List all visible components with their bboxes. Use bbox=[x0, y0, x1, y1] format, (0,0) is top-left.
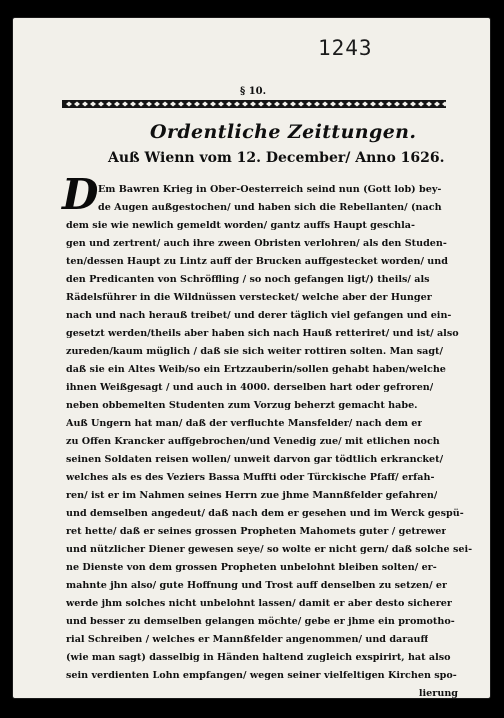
drop-initial: D bbox=[62, 170, 99, 219]
text-line: ten/dessen Haupt zu Lintz auff der Brucken auffgestecket worden/ und bbox=[66, 256, 448, 267]
text-line: ne Dienste von dem grossen Propheten unbelohnt bleiben solten/ er- bbox=[66, 562, 437, 573]
folio-number: 1243 bbox=[318, 36, 373, 60]
text-line: ihnen Weißgesagt / und auch in 4000. derselben hart oder gefroren/ bbox=[66, 382, 434, 393]
dateline: Auß Wienn vom 12. December/ Anno 1626. bbox=[108, 150, 445, 166]
text-line: mahnte jhn also/ gute Hoffnung und Trost auff denselben zu setzen/ er bbox=[66, 580, 448, 591]
text-line: ren/ ist er im Nahmen seines Herrn zue jhme Mannßfelder gefahren/ bbox=[66, 490, 438, 501]
text-line: daß sie ein Altes Weib/so ein Ertzzauberin/sollen gehabt haben/welche bbox=[66, 364, 446, 375]
text-line: Auß Ungern hat man/ daß der verfluchte Mansfelder/ nach dem er bbox=[66, 418, 423, 429]
text-line: gesetzt werden/theils aber haben sich nach Hauß retteriret/ und ist/ also bbox=[66, 328, 459, 339]
text-line: gen und zertrent/ auch ihre zween Obristen verlohren/ als den Studen- bbox=[66, 238, 447, 249]
text-line: nach und nach herauß treibet/ und derer täglich viel gefangen und ein- bbox=[66, 310, 452, 321]
text-line: seinen Soldaten reisen wollen/ unweit darvon gar tödtlich erkrancket/ bbox=[66, 454, 444, 465]
text-line: und besser zu demselben gelangen möchte/ gebe er jhme ein promotho- bbox=[66, 616, 455, 627]
text-line: welches als es des Veziers Bassa Muffti oder Türckische Pfaff/ erfah- bbox=[66, 472, 435, 483]
page-heading: Ordentliche Zeittungen. bbox=[150, 121, 417, 143]
text-line: rial Schreiben / welches er Mannßfelder angenommen/ und darauff bbox=[66, 634, 429, 645]
text-line: (wie man sagt) dasselbig in Händen haltend zugleich exspirirt, hat also bbox=[66, 652, 451, 663]
text-line: zureden/kaum müglich / daß sie sich weiter rottiren solten. Man sagt/ bbox=[66, 346, 443, 357]
text-line: sein verdienten Lohn empfangen/ wegen seiner vielfeltigen Kirchen spo- bbox=[66, 670, 457, 681]
text-line: den Predicanten von Schröffling / so noch gefangen ligt/) theils/ als bbox=[66, 274, 430, 285]
text-line: zu Offen Krancker auffgebrochen/und Venedig zue/ mit etlichen noch bbox=[66, 436, 440, 447]
text-line: dem sie wie newlich gemeldt worden/ gantz auffs Haupt geschla- bbox=[66, 220, 415, 231]
ornament-rule bbox=[62, 99, 446, 109]
signature-mark: § 10. bbox=[240, 86, 267, 97]
text-line: und nützlicher Diener gewesen seye/ so wolte er nicht gern/ daß solche sei- bbox=[66, 544, 473, 555]
text-line: ret hette/ daß er seines grossen Propheten Mahomets guter / getrewer bbox=[66, 526, 447, 537]
text-line: de Augen außgestochen/ und haben sich die Rebellanten/ (nach bbox=[98, 202, 442, 213]
text-line: Rädelsführer in die Wildnüssen verstecket/ welche aber der Hunger bbox=[66, 292, 432, 303]
text-line: neben obbemelten Studenten zum Vorzug beherzt gemacht habe. bbox=[66, 400, 418, 411]
text-line: lierung bbox=[418, 688, 458, 699]
text-line: werde jhm solches nicht unbelohnt lassen/ damit er aber desto sicherer bbox=[66, 598, 452, 609]
text-line: und demselben angedeut/ daß nach dem er gesehen und im Werck gespü- bbox=[66, 508, 464, 519]
text-line: Em Bawren Krieg in Ober-Oesterreich seind nun (Gott lob) bey- bbox=[98, 184, 442, 195]
